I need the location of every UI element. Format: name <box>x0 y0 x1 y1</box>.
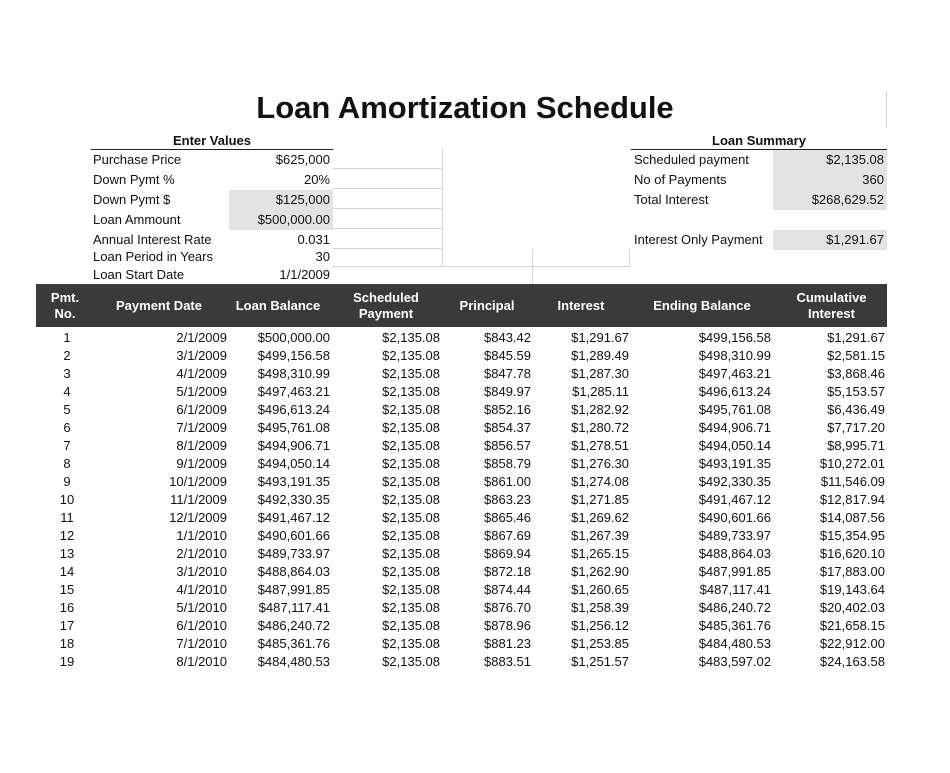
cell-pmt-no[interactable]: 5 <box>63 402 71 417</box>
cell-cumulative-interest[interactable]: $11,546.09 <box>820 474 885 489</box>
cell-cumulative-interest[interactable]: $19,143.64 <box>819 582 885 597</box>
cell-interest[interactable]: $1,291.67 <box>571 330 629 345</box>
cell-principal[interactable]: $865.46 <box>484 510 531 525</box>
cell-payment-date[interactable]: 4/1/2009 <box>176 366 227 381</box>
table-row <box>36 437 887 455</box>
table-header <box>36 284 887 327</box>
cell-ending-balance[interactable]: $495,761.08 <box>698 402 771 417</box>
cell-scheduled-payment[interactable]: $2,135.08 <box>382 528 440 543</box>
enter-values-heading: Enter Values <box>91 132 333 150</box>
cell-loan-balance[interactable]: $485,361.76 <box>257 636 330 651</box>
cell-principal[interactable]: $869.94 <box>484 546 531 561</box>
cell-principal[interactable]: $847.78 <box>484 366 531 381</box>
input-value[interactable]: 1/1/2009 <box>279 267 330 282</box>
header-label: Loan Balance <box>235 297 321 313</box>
grid-cell <box>333 149 443 169</box>
cell-scheduled-payment[interactable]: $2,135.08 <box>382 438 440 453</box>
header-label: Scheduled Payment <box>353 289 419 321</box>
col-header-ending-balance <box>628 284 776 327</box>
grid-cell <box>443 267 533 284</box>
summary-value[interactable]: $2,135.08 <box>773 150 887 170</box>
table-row <box>36 653 887 671</box>
cell-loan-balance[interactable]: $489,733.97 <box>257 546 330 561</box>
table-row <box>36 491 887 509</box>
cell-cumulative-interest[interactable]: $21,658.15 <box>819 618 885 633</box>
summary-label: Total Interest <box>634 192 709 207</box>
cell-cumulative-interest[interactable]: $15,354.95 <box>819 528 885 543</box>
cell-loan-balance[interactable]: $488,864.03 <box>257 564 330 579</box>
cell-cumulative-interest[interactable]: $12,817.94 <box>819 492 885 507</box>
cell-pmt-no[interactable]: 11 <box>60 510 74 525</box>
cell-pmt-no[interactable]: 14 <box>59 564 75 579</box>
cell-scheduled-payment[interactable]: $2,135.08 <box>382 384 440 399</box>
cell-scheduled-payment[interactable]: $2,135.08 <box>382 366 440 381</box>
cell-principal[interactable]: $845.59 <box>484 348 531 363</box>
grid-cell <box>333 169 443 189</box>
cell-loan-balance[interactable]: $497,463.21 <box>257 384 330 399</box>
cell-ending-balance[interactable]: $489,733.97 <box>698 528 771 543</box>
cell-scheduled-payment[interactable]: $2,135.08 <box>382 654 440 669</box>
header-label: Ending Balance <box>653 297 751 313</box>
col-header-pmt-no <box>36 284 94 327</box>
cell-pmt-no[interactable]: 15 <box>59 582 75 597</box>
cell-loan-balance[interactable]: $484,480.53 <box>257 654 330 669</box>
input-label: Annual Interest Rate <box>93 232 212 247</box>
cell-loan-balance[interactable]: $487,991.85 <box>257 582 330 597</box>
cell-pmt-no[interactable]: 8 <box>63 456 71 471</box>
cell-payment-date[interactable]: 7/1/2009 <box>176 420 227 435</box>
cell-cumulative-interest[interactable]: $8,995.71 <box>827 438 885 453</box>
cell-ending-balance[interactable]: $487,117.41 <box>699 582 771 597</box>
cell-interest[interactable]: $1,287.30 <box>571 366 629 381</box>
cell-pmt-no[interactable]: 6 <box>63 420 71 435</box>
grid-cell <box>533 249 630 267</box>
cell-interest[interactable]: $1,251.57 <box>571 654 629 669</box>
cell-cumulative-interest[interactable]: $10,272.01 <box>819 456 885 471</box>
enter-values-row <box>93 150 333 170</box>
cell-loan-balance[interactable]: $492,330.35 <box>257 492 330 507</box>
cell-pmt-no[interactable]: 3 <box>63 366 71 381</box>
cell-payment-date[interactable]: 8/1/2009 <box>176 438 227 453</box>
cell-scheduled-payment[interactable]: $2,135.08 <box>382 492 440 507</box>
cell-principal[interactable]: $874.44 <box>484 582 531 597</box>
cell-pmt-no[interactable]: 17 <box>59 618 75 633</box>
cell-payment-date[interactable]: 6/1/2009 <box>176 402 227 417</box>
cell-principal[interactable]: $852.16 <box>484 402 531 417</box>
page-title: Loan Amortization Schedule <box>256 90 674 125</box>
cell-pmt-no[interactable]: 2 <box>63 348 71 363</box>
table-row <box>36 473 887 491</box>
cell-principal[interactable]: $878.96 <box>484 618 531 633</box>
cell-pmt-no[interactable]: 13 <box>59 546 75 561</box>
cell-payment-date[interactable]: 11/1/2009 <box>170 492 227 507</box>
cell-loan-balance[interactable]: $493,191.35 <box>257 474 330 489</box>
cell-scheduled-payment[interactable]: $2,135.08 <box>382 636 440 651</box>
cell-payment-date[interactable]: 3/1/2010 <box>176 564 227 579</box>
input-value[interactable]: $125,000 <box>229 190 333 210</box>
cell-scheduled-payment[interactable]: $2,135.08 <box>382 402 440 417</box>
cell-ending-balance[interactable]: $499,156.58 <box>698 330 771 345</box>
table-row <box>36 365 887 383</box>
cell-pmt-no[interactable]: 10 <box>59 492 75 507</box>
cell-payment-date[interactable]: 12/1/2009 <box>169 510 227 525</box>
schedule-table-body <box>36 329 887 671</box>
cell-ending-balance[interactable]: $494,906.71 <box>698 420 771 435</box>
table-row <box>36 563 887 581</box>
grid-cell <box>333 209 443 229</box>
table-row <box>36 599 887 617</box>
cell-scheduled-payment[interactable]: $2,135.08 <box>382 510 440 525</box>
cell-ending-balance[interactable]: $491,467.12 <box>698 492 771 507</box>
cell-interest[interactable]: $1,265.15 <box>571 546 629 561</box>
cell-interest[interactable]: $1,256.12 <box>571 618 629 633</box>
table-row <box>36 455 887 473</box>
cell-principal[interactable]: $876.70 <box>484 600 531 615</box>
cell-ending-balance[interactable]: $486,240.72 <box>698 600 771 615</box>
cell-payment-date[interactable]: 9/1/2009 <box>176 456 227 471</box>
cell-principal[interactable]: $863.23 <box>484 492 531 507</box>
cell-cumulative-interest[interactable]: $16,620.10 <box>819 546 885 561</box>
grid-cell <box>443 249 533 267</box>
cell-payment-date[interactable]: 8/1/2010 <box>176 654 227 669</box>
enter-values-row <box>93 266 333 284</box>
cell-loan-balance[interactable]: $499,156.58 <box>257 348 330 363</box>
col-header-cumulative-interest <box>776 284 887 327</box>
cell-loan-balance[interactable]: $494,050.14 <box>257 456 330 471</box>
cell-scheduled-payment[interactable]: $2,135.08 <box>382 618 440 633</box>
cell-principal[interactable]: $867.69 <box>484 528 531 543</box>
cell-interest[interactable]: $1,260.65 <box>571 582 629 597</box>
col-header-scheduled-payment <box>332 284 440 327</box>
cell-cumulative-interest[interactable]: $22,912.00 <box>819 636 885 651</box>
cell-principal[interactable]: $861.00 <box>484 474 531 489</box>
grid-cell <box>333 229 443 249</box>
cell-loan-balance[interactable]: $496,613.24 <box>257 402 330 417</box>
cell-ending-balance[interactable]: $485,361.76 <box>698 618 771 633</box>
cell-payment-date[interactable]: 5/1/2009 <box>176 384 227 399</box>
cell-cumulative-interest[interactable]: $17,883.00 <box>819 564 885 579</box>
cell-loan-balance[interactable]: $495,761.08 <box>257 420 330 435</box>
summary-row-num-payments <box>634 170 887 190</box>
cell-loan-balance[interactable]: $500,000.00 <box>257 330 330 345</box>
summary-label: No of Payments <box>634 172 727 187</box>
input-label: Purchase Price <box>93 152 182 167</box>
cell-principal[interactable]: $854.37 <box>484 420 531 435</box>
cell-scheduled-payment[interactable]: $2,135.08 <box>382 420 440 435</box>
cell-scheduled-payment[interactable]: $2,135.08 <box>382 600 440 615</box>
input-label: Down Pymt % <box>93 172 175 187</box>
cell-pmt-no[interactable]: 12 <box>59 528 75 543</box>
cell-interest[interactable]: $1,289.49 <box>571 348 629 363</box>
cell-ending-balance[interactable]: $497,463.21 <box>698 366 771 381</box>
input-value[interactable]: 0.031 <box>297 232 330 247</box>
grid-cell <box>333 249 443 267</box>
header-label: Principal <box>459 297 515 313</box>
cell-interest[interactable]: $1,258.39 <box>571 600 629 615</box>
cell-pmt-no[interactable]: 19 <box>59 654 75 669</box>
cell-principal[interactable]: $856.57 <box>484 438 531 453</box>
cell-payment-date[interactable]: 1/1/2010 <box>176 528 227 543</box>
cell-payment-date[interactable]: 2/1/2010 <box>176 546 227 561</box>
input-label: Loan Start Date <box>93 267 185 282</box>
cell-ending-balance[interactable]: $488,864.03 <box>698 546 771 561</box>
cell-interest[interactable]: $1,274.08 <box>571 474 629 489</box>
cell-payment-date[interactable]: 10/1/2009 <box>169 474 227 489</box>
cell-interest[interactable]: $1,280.72 <box>571 420 629 435</box>
cell-interest[interactable]: $1,278.51 <box>571 438 629 453</box>
table-row <box>36 509 887 527</box>
cell-cumulative-interest[interactable]: $5,153.57 <box>827 384 885 399</box>
summary-value[interactable]: 360 <box>773 170 887 190</box>
summary-value[interactable]: $1,291.67 <box>773 230 887 250</box>
summary-value[interactable]: $268,629.52 <box>773 190 887 210</box>
cell-cumulative-interest[interactable]: $2,581.15 <box>827 348 885 363</box>
cell-ending-balance[interactable]: $487,991.85 <box>698 564 771 579</box>
enter-values-row <box>93 248 333 266</box>
table-row <box>36 419 887 437</box>
table-row <box>36 581 887 599</box>
cell-ending-balance[interactable]: $492,330.35 <box>698 474 771 489</box>
cell-interest[interactable]: $1,276.30 <box>571 456 629 471</box>
cell-principal[interactable]: $849.97 <box>484 384 531 399</box>
col-header-principal <box>440 284 534 327</box>
header-label: Pmt. No. <box>50 289 80 321</box>
enter-values-row <box>93 190 333 210</box>
cell-interest[interactable]: $1,269.62 <box>571 510 629 525</box>
input-label: Loan Ammount <box>93 212 181 227</box>
table-row <box>36 617 887 635</box>
input-label: Loan Period in Years <box>93 249 213 264</box>
cell-ending-balance[interactable]: $494,050.14 <box>698 438 771 453</box>
table-row <box>36 545 887 563</box>
cell-cumulative-interest[interactable]: $7,717.20 <box>827 420 885 435</box>
input-value[interactable]: $625,000 <box>275 152 330 167</box>
cell-principal[interactable]: $858.79 <box>484 456 531 471</box>
cell-loan-balance[interactable]: $491,467.12 <box>257 510 330 525</box>
table-row <box>36 401 887 419</box>
cell-pmt-no[interactable]: 18 <box>59 636 75 651</box>
cell-ending-balance[interactable]: $484,480.53 <box>698 636 771 651</box>
cell-pmt-no[interactable]: 1 <box>63 330 71 345</box>
cell-principal[interactable]: $872.18 <box>484 564 531 579</box>
cell-principal[interactable]: $843.42 <box>484 330 531 345</box>
cell-cumulative-interest[interactable]: $14,087.56 <box>819 510 885 525</box>
cell-ending-balance[interactable]: $490,601.66 <box>698 510 771 525</box>
cell-cumulative-interest[interactable]: $6,436.49 <box>827 402 885 417</box>
cell-payment-date[interactable]: 4/1/2010 <box>176 582 227 597</box>
cell-pmt-no[interactable]: 4 <box>63 384 71 399</box>
cell-loan-balance[interactable]: $498,310.99 <box>257 366 330 381</box>
cell-ending-balance[interactable]: $483,597.02 <box>698 654 771 669</box>
summary-label: Interest Only Payment <box>634 232 763 247</box>
input-value[interactable]: 30 <box>315 249 330 264</box>
summary-row-total-interest <box>634 190 887 210</box>
cell-scheduled-payment[interactable]: $2,135.08 <box>382 564 440 579</box>
cell-loan-balance[interactable]: $487,117.41 <box>258 600 330 615</box>
input-value[interactable]: 20% <box>303 172 330 187</box>
cell-interest[interactable]: $1,282.92 <box>571 402 629 417</box>
cell-ending-balance[interactable]: $496,613.24 <box>698 384 771 399</box>
cell-interest[interactable]: $1,271.85 <box>571 492 629 507</box>
cell-loan-balance[interactable]: $486,240.72 <box>257 618 330 633</box>
cell-payment-date[interactable]: 2/1/2009 <box>176 330 227 345</box>
cell-principal[interactable]: $881.23 <box>484 636 531 651</box>
cell-scheduled-payment[interactable]: $2,135.08 <box>382 474 440 489</box>
header-label: Payment Date <box>116 297 202 313</box>
summary-label: Scheduled payment <box>634 152 749 167</box>
cell-payment-date[interactable]: 7/1/2010 <box>176 636 227 651</box>
col-header-interest <box>534 284 628 327</box>
cell-scheduled-payment[interactable]: $2,135.08 <box>382 330 440 345</box>
cell-principal[interactable]: $883.51 <box>484 654 531 669</box>
cell-interest[interactable]: $1,262.90 <box>571 564 629 579</box>
cell-scheduled-payment[interactable]: $2,135.08 <box>382 348 440 363</box>
col-header-loan-balance <box>224 284 332 327</box>
grid-cell <box>333 189 443 209</box>
cell-cumulative-interest[interactable]: $20,402.03 <box>819 600 885 615</box>
cell-payment-date[interactable]: 6/1/2010 <box>176 618 227 633</box>
loan-summary-heading: Loan Summary <box>631 132 887 150</box>
cell-loan-balance[interactable]: $494,906.71 <box>257 438 330 453</box>
header-label: Cumulative Interest <box>796 289 867 321</box>
cell-pmt-no[interactable]: 16 <box>59 600 75 615</box>
cell-scheduled-payment[interactable]: $2,135.08 <box>382 456 440 471</box>
cell-divider <box>886 92 887 128</box>
table-row <box>36 527 887 545</box>
input-label: Down Pymt $ <box>93 192 171 207</box>
cell-pmt-no[interactable]: 9 <box>63 474 71 489</box>
table-row <box>36 635 887 653</box>
cell-ending-balance[interactable]: $498,310.99 <box>698 348 771 363</box>
enter-values-row <box>93 210 333 230</box>
enter-values-row <box>93 230 333 250</box>
cell-scheduled-payment[interactable]: $2,135.08 <box>382 546 440 561</box>
cell-cumulative-interest[interactable]: $1,291.67 <box>827 330 885 345</box>
input-value[interactable]: $500,000.00 <box>229 210 333 230</box>
table-row <box>36 383 887 401</box>
cell-interest[interactable]: $1,285.11 <box>572 384 629 399</box>
col-header-payment-date <box>94 284 224 327</box>
table-row <box>36 329 887 347</box>
cell-interest[interactable]: $1,253.85 <box>571 636 629 651</box>
cell-payment-date[interactable]: 3/1/2009 <box>176 348 227 363</box>
summary-row-interest-only <box>634 230 887 250</box>
cell-interest[interactable]: $1,267.39 <box>571 528 629 543</box>
cell-loan-balance[interactable]: $490,601.66 <box>257 528 330 543</box>
cell-scheduled-payment[interactable]: $2,135.08 <box>382 582 440 597</box>
enter-values-row <box>93 170 333 190</box>
summary-row-scheduled-payment <box>634 150 887 170</box>
cell-pmt-no[interactable]: 7 <box>63 438 71 453</box>
header-label: Interest <box>557 297 605 313</box>
table-row <box>36 347 887 365</box>
cell-cumulative-interest[interactable]: $24,163.58 <box>819 654 885 669</box>
cell-cumulative-interest[interactable]: $3,868.46 <box>827 366 885 381</box>
cell-ending-balance[interactable]: $493,191.35 <box>698 456 771 471</box>
cell-payment-date[interactable]: 5/1/2010 <box>176 600 227 615</box>
